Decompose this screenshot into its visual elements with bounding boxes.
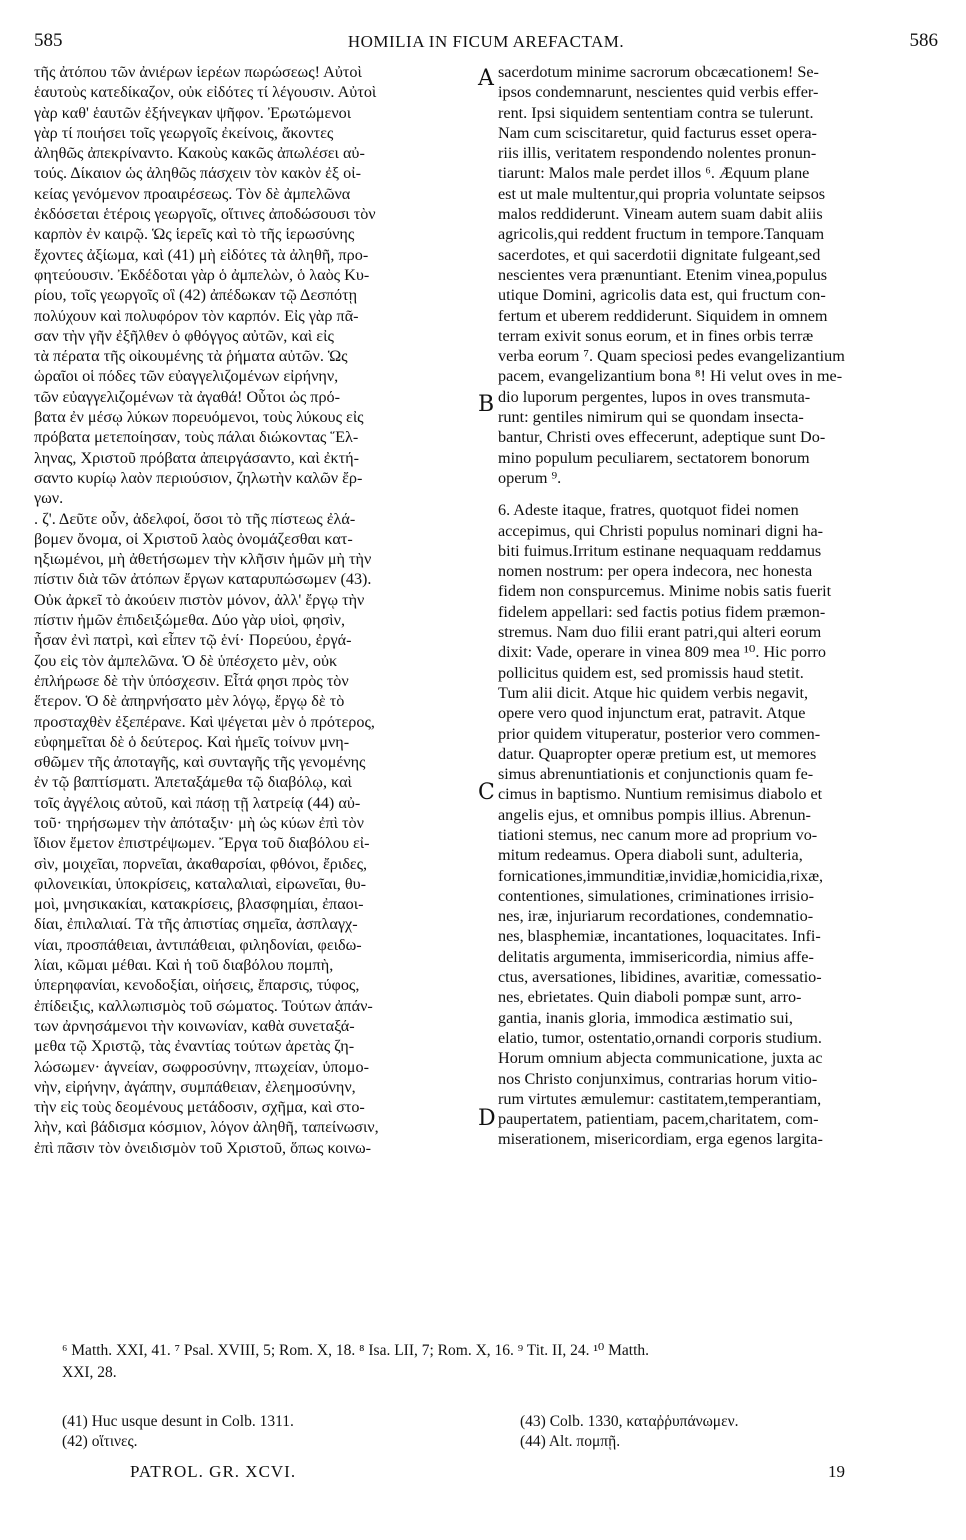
- latin-text-line: prior quidem vituperatur, posterior vero commen-: [498, 724, 821, 743]
- greek-text-line: λὴν, καὶ βάδισμα κόσμιον, λόγον ἀληθῆ, ταπείνωσιν,: [34, 1118, 379, 1137]
- latin-text-line: nes, blasphemiæ, incantationes, loquacitates. Infi-: [498, 927, 821, 946]
- greek-text-line: καρπὸν ἐν καιρῷ. Ὡς ἱερεῖς καὶ τὸ τῆς ἱερωσύνης: [34, 225, 355, 244]
- greek-text-line: πρόβατα μετεποίησαν, τοὺς πάλαι διώκοντας Ἕλ-: [34, 428, 359, 447]
- greek-text-line: ὡραῖοι οἱ πόδες τῶν εὐαγγελιζομένων εἰρήνην,: [34, 367, 339, 386]
- latin-text-line: est ut male multentur,qui propria voluntate seipsos: [498, 184, 826, 203]
- greek-text-line: τοῦ· τηρήσωμεν τὴν ἀπόταξιν· μὴ ὡς κύων ἐπὶ τὸν: [34, 813, 364, 832]
- latin-text-line: rent. Ipsi siquidem sententiam contra se tulerunt.: [498, 103, 814, 122]
- greek-text-line: σὶν, μοιχεῖαι, πορνεῖαι, ἀκαθαρσίαι, φθόνοι, ἔριδες,: [34, 854, 368, 873]
- greek-text-column: [34, 62, 474, 1158]
- latin-text-line: dixit: Vade, operare in vinea 809 mea ¹⁰. Hic porro: [498, 643, 826, 662]
- greek-text-line: τούς. Δίκαιον ὡς ἀληθῶς πάσχειν τὸν κακὸν ἐξ οἰ-: [34, 164, 361, 183]
- latin-text-line: malos reddiderunt. Vineam autem suam dabit aliis: [498, 205, 823, 224]
- latin-text-line: sacerdotes, et qui sacerdotii dignitate fulgeant,sed: [498, 245, 821, 264]
- running-title: HOMILIA IN FICUM AREFACTAM.: [347, 32, 625, 51]
- greek-text-line: σαντο κυρίῳ λαὸν περιούσιον, ζηλωτὴν καλῶν ἔρ-: [34, 468, 363, 487]
- variant-note-line: (42) οἵτινες.: [62, 1433, 138, 1451]
- latin-text-line: agricolis,qui reddent fructum in tempore.Tanquam: [498, 225, 825, 244]
- latin-text-line: ctus, aversationes, libidines, avaritiæ, comessatio-: [498, 968, 822, 987]
- greek-text-line: των ἀρνησάμενοι τὴν κοινωνίαν, καθὰ συνεταξά-: [34, 1016, 355, 1035]
- latin-text-line: delitatis argumenta, immisericordia, nimius affe-: [498, 947, 814, 966]
- greek-text-line: τῆς ἀτόπου τῶν ἀνιέρων ἱερέων πωρώσεως! Αὐτοὶ: [34, 63, 362, 81]
- greek-text-line: λίαι, κῶμαι μέθαι. Καὶ ἡ τοῦ διαβόλου πομπὴ,: [34, 956, 334, 975]
- latin-text-line: 6. Adeste itaque, fratres, quotquot fidei nomen: [498, 501, 799, 520]
- latin-text-line: fidelem appellari: sed factis potius fidem præmon-: [498, 602, 826, 621]
- latin-text-line: Tum alii dicit. Atque hic quidem verbis negavit,: [498, 683, 809, 702]
- gathering-number: 19: [828, 1462, 845, 1481]
- latin-text-line: terram exivit sonus eorum, et in fines orbis terræ: [498, 326, 814, 345]
- greek-text-line: . ζ'. Δεῦτε οὖν, ἀδελφοί, ὅσοι τὸ τῆς πίστεως ἐλά-: [34, 509, 356, 528]
- margin-marker-b: B: [478, 392, 495, 417]
- latin-text-column: [498, 62, 938, 1150]
- greek-text-line: νίαι, προσπάθειαι, ἀντιπάθειαι, φιληδονίαι, φειδω-: [34, 935, 362, 954]
- greek-text-line: ἐν τῷ βαπτίσματι. Ἀπεταξάμεθα τῷ διαβόλῳ, καὶ: [34, 773, 352, 792]
- latin-text-line: nescientes vera prænuntiant. Etenim vinea,populus: [498, 265, 828, 284]
- greek-text-line: ἀληθῶς ἀπεκρίναντο. Κακοὺς κακῶς ἀπωλέσει αὐ-: [34, 144, 365, 163]
- greek-text-line: γὰρ τί ποιήσει τοῖς γεωργοῖς ἐκείνοις, ἄκοντες: [34, 123, 334, 142]
- greek-text-line: ἐπίδειξις, καλλωπισμὸς τοῦ σώματος. Τούτων ἀπάν-: [34, 996, 373, 1015]
- variant-note-line: (44) Alt. πομπῇ.: [520, 1433, 621, 1451]
- variant-note-line: (43) Colb. 1330, καταῤῥυπάνωμεν.: [520, 1413, 739, 1430]
- greek-text-line: ἑαυτοὺς κατεδίκαζον, οὐκ εἰδότες τί λέγουσιν. Αὐτοὶ: [34, 83, 377, 102]
- latin-text-line: operum ⁹.: [498, 468, 562, 487]
- greek-text-line: ἐπὶ πᾶσιν τὸν ὀνειδισμὸν τοῦ Χριστοῦ, ὅπως κοινω-: [34, 1138, 372, 1157]
- latin-text-line: bantur, Christi oves effecerunt, adeptique sunt Do-: [498, 428, 826, 447]
- latin-text-line: rum virtutes æmulemur: castitatem,temperantiam,: [498, 1089, 822, 1108]
- greek-text-line: σθῶμεν τῆς ἀποταγῆς, καὶ συνταγῆς τῆς γενομένης: [34, 753, 366, 772]
- latin-text-line: utique Domini, agricolis data est, qui fructum con-: [498, 286, 826, 305]
- greek-text-line: τῶν εὐαγγελιζομένων τὰ ἀγαθά! Οὗτοι ὡς πρό-: [34, 387, 341, 406]
- greek-text-line: ἕτερον. Ὁ δὲ ἀπηρνήσατο μὲν λόγῳ, ἔργῳ δὲ τὸ: [34, 692, 345, 711]
- scripture-note-line: XXI, 28.: [62, 1364, 117, 1381]
- greek-text-line: γων.: [34, 489, 64, 508]
- greek-text-line: γὰρ καθ' ἑαυτῶν ἐξήνεγκαν ψῆφον. Ἐρωτώμενοι: [34, 103, 352, 122]
- scripture-footnotes: [62, 1340, 942, 1384]
- latin-text-line: angelis ejus, et omnibus pompis illius. Abrenun-: [498, 805, 811, 824]
- latin-text-line: gantia, inanis gloria, immodica æstimatio sui,: [498, 1008, 793, 1027]
- greek-text-line: τὴν εἰς τοὺς δεομένους μετάδοσιν, σχῆμα, καὶ στο-: [34, 1098, 365, 1117]
- greek-text-line: ἐκδόσεται ἑτέροις γεωργοῖς, οἵτινες ἀποδώσουσι τὸν: [34, 205, 376, 224]
- latin-text-line: pacem, evangelizantium bona ⁸! Hi velut oves in me-: [498, 367, 843, 386]
- page-number-right: 586: [909, 30, 938, 51]
- greek-text-line: ἦσαν ἐνὶ πατρὶ, καὶ εἶπεν τῷ ἑνί· Πορεύου, ἐργά-: [34, 631, 352, 650]
- latin-text-line: nos Christo conjunximus, contrarias horum vitio-: [498, 1069, 818, 1088]
- variant-note-line: (41) Huc usque desunt in Colb. 1311.: [62, 1413, 294, 1430]
- greek-text-line: ληνας, Χριστοῦ πρόβατα ἀπειργάσαντο, καὶ ἐκτή-: [34, 448, 360, 467]
- greek-text-line: νὴν, εἰρήνην, ἀγάπην, συμπάθειαν, ἐλεημοσύνην,: [34, 1077, 356, 1096]
- greek-text-line: ηξιωμένοι, μὴ ἀθετήσωμεν τὴν κλῆσιν ἡμῶν μὴ τὴν: [34, 550, 372, 569]
- latin-text-line: nomen nostrum: per opera indecora, nec honesta: [498, 562, 813, 581]
- latin-text-line: fidem non conspurcemus. Minime nobis satis fuerit: [498, 582, 832, 601]
- greek-text-line: ρίου, τοῖς γεωργοῖς οἳ (42) ἀπέδωκαν τῷ Δεσπότῃ: [34, 286, 358, 305]
- latin-text-line: nes, iræ, injuriarum recordationes, condemnatio-: [498, 907, 814, 926]
- variant-notes-right: [520, 1412, 739, 1453]
- latin-text-line: Horum omnium abjecta communicatione, juxta ac: [498, 1049, 823, 1068]
- latin-text-line: mitum redeamus. Opera diaboli sunt, adulteria,: [498, 846, 803, 865]
- greek-text-line: μοὶ, μνησικακίαι, κατακρίσεις, βλασφημίαι, ἐπαοι-: [34, 895, 364, 914]
- latin-text-line: mino populum peculiarem, sectatorem bonorum: [498, 448, 810, 467]
- margin-marker-c: C: [478, 780, 495, 805]
- latin-text-line: contentiones, simulationes, criminationes irrisio-: [498, 886, 815, 905]
- greek-text-line: τοῖς ἀγγέλοις αὐτοῦ, καὶ πάσῃ τῇ λατρείᾳ (44) αὐ-: [34, 793, 361, 812]
- greek-text-line: Οὐκ ἀρκεῖ τὸ ἀκούειν πιστὸν μόνον, ἀλλ' ἔργῳ τὴν: [34, 590, 365, 609]
- greek-text-line: πίστιν ἡμῶν ἐπιδειξώμεθα. Δύο γὰρ υἱοὶ, φησὶν,: [34, 611, 346, 630]
- latin-text-line: sacerdotum minime sacrorum obcæcationem! Se-: [498, 63, 819, 81]
- greek-text-line: ἔχοντες ἀξίωμα, καὶ (41) μὴ εἰδότες τὰ ἀληθῆ, προ-: [34, 245, 369, 264]
- greek-text-line: εὐφημεῖται δὲ ὁ δεύτερος. Καὶ ἡμεῖς τοίνυν μνη-: [34, 732, 350, 751]
- margin-marker-d: D: [478, 1106, 496, 1131]
- latin-text-line: fertum et uberem reddiderunt. Siquidem in omnem: [498, 306, 828, 325]
- latin-text-line: Nam cum sciscitaretur, quid facturus esset opera-: [498, 123, 817, 142]
- greek-text-line: ὑπερηφανίαι, κενοδοξίαι, οἰήσεις, ἔπαρσις, τύφος,: [34, 976, 360, 995]
- latin-text-line: [498, 488, 938, 500]
- latin-text-line: nes, ebrietates. Quin diaboli pompæ sunt, arro-: [498, 988, 802, 1007]
- latin-text-line: cimus in baptismo. Nuntium remisimus diabolo et: [498, 785, 823, 804]
- latin-text-line: runt: gentiles nimirum qui se quondam insecta-: [498, 408, 804, 427]
- latin-text-line: stremus. Nam duo filii erant patri,qui alteri eorum: [498, 623, 822, 642]
- greek-text-line: πολύχουν καὶ πολυφόρον τὸν καρπόν. Εἰς γὰρ πᾶ-: [34, 306, 359, 325]
- latin-text-line: biti fuimus.Irritum estinane nequaquam reddamus: [498, 541, 822, 560]
- latin-text-line: tiationi stemus, nec canum more ad proprium vo-: [498, 825, 818, 844]
- latin-text-line: simus abrenuntiationis et conjunctionis quam fe-: [498, 765, 814, 784]
- greek-text-line: βατα ἐν μέσῳ λύκων πορευόμενοι, τοὺς λύκους εἰς: [34, 408, 364, 427]
- latin-text-line: riis illis, veritatem respondendo nolentes pronun-: [498, 144, 817, 163]
- greek-text-line: πίστιν διὰ τῶν ἀτόπων ἔργων καταρυπώσωμεν (43).: [34, 570, 372, 589]
- greek-text-line: βομεν ὄνομα, οἱ Χριστοῦ λαὸς ὀνομάζεσθαι κατ-: [34, 529, 353, 548]
- greek-text-line: κείας γενόμενον προαιρέσεως. Τὸν δὲ ἀμπελῶνα: [34, 184, 351, 203]
- greek-text-line: σαν τὴν γῆν ἐξῆλθεν ὁ φθόγγος αὐτῶν, καὶ εἰς: [34, 326, 334, 345]
- latin-text-line: tiarunt: Malos male perdet illos ⁶. Æquum plane: [498, 164, 810, 183]
- latin-text-line: dio luporum pergentes, lupos in oves transmuta-: [498, 387, 811, 406]
- greek-text-line: λώσωμεν· ἁγνείαν, σωφροσύνην, πτωχείαν, ὑπομο-: [34, 1057, 369, 1076]
- latin-text-line: paupertatem, patientiam, pacem,charitatem, com-: [498, 1110, 819, 1129]
- variant-notes-left: [62, 1412, 294, 1453]
- greek-text-line: μεθα τῷ Χριστῷ, τὰς ἐναντίας τούτων ἀρετὰς ζη-: [34, 1037, 355, 1056]
- latin-text-line: fornicationes,immunditiæ,invidiæ,homicidia,rixæ,: [498, 866, 824, 885]
- greek-text-line: ἴδιον ἔμετον ἐπιστρέψωμεν. Ἔργα τοῦ διαβόλου εἰ-: [34, 834, 370, 853]
- greek-text-line: ζου εἰς τὸν ἀμπελῶνα. Ὁ δὲ ὑπέσχετο μὲν, οὐκ: [34, 651, 338, 670]
- running-header: [34, 30, 938, 56]
- latin-text-line: datur. Quapropter operæ pretium est, ut memores: [498, 744, 817, 763]
- greek-text-line: φιλονεικίαι, ὑποκρίσεις, καταλαλιαὶ, εἰρωνεῖαι, θυ-: [34, 874, 367, 893]
- latin-text-line: pollicitus quidem est, sed promissis haud stetit.: [498, 663, 804, 682]
- margin-marker-a: A: [478, 66, 494, 91]
- latin-text-line: opere vero quod injunctum erat, patravit. Atque: [498, 704, 806, 723]
- latin-text-line: accepimus, qui Christi populus nominari digni ha-: [498, 521, 824, 540]
- latin-text-line: elatio, tumor, ostentatio,ornandi corporis studium.: [498, 1028, 822, 1047]
- greek-text-line: τὰ πέρατα τῆς οἰκουμένης τὰ ῥήματα αὐτῶν. Ὡς: [34, 347, 348, 366]
- page-number-left: 585: [34, 30, 63, 51]
- latin-text-line: verba eorum ⁷. Quam speciosi pedes evangelizantium: [498, 347, 845, 366]
- latin-text-line: miserationem, misericordiam, erga egenos largita-: [498, 1130, 823, 1149]
- greek-text-line: δίαι, ἐπιλαλιαί. Τὰ τῆς ἀπιστίας σημεῖα, ἀσπλαγχ-: [34, 915, 358, 934]
- scripture-note-line: ⁶ Matth. XXI, 41. ⁷ Psal. XVIII, 5; Rom. X, 18. ⁸ Isa. LII, 7; Rom. X, 16. ⁹ Tit. II, 24. ¹⁰ Matth.: [62, 1342, 650, 1359]
- latin-text-line: ipsos condemnarunt, nescientes quid verbis effer-: [498, 83, 819, 102]
- greek-text-line: ἐπλήρωσε δὲ τὴν ὑπόσχεσιν. Εἶτά φησι πρὸς τὸν: [34, 671, 349, 690]
- greek-text-line: φητεύουσιν. Ἐκδέδοται γὰρ ὁ ἀμπελὼν, ὁ λαὸς Κυ-: [34, 265, 370, 284]
- greek-text-line: προσταχθὲν ἐξεπέρανε. Καὶ ψέγεται μὲν ὁ πρότερος,: [34, 712, 375, 731]
- series-signature: PATROL. GR. XCVI.: [130, 1462, 297, 1481]
